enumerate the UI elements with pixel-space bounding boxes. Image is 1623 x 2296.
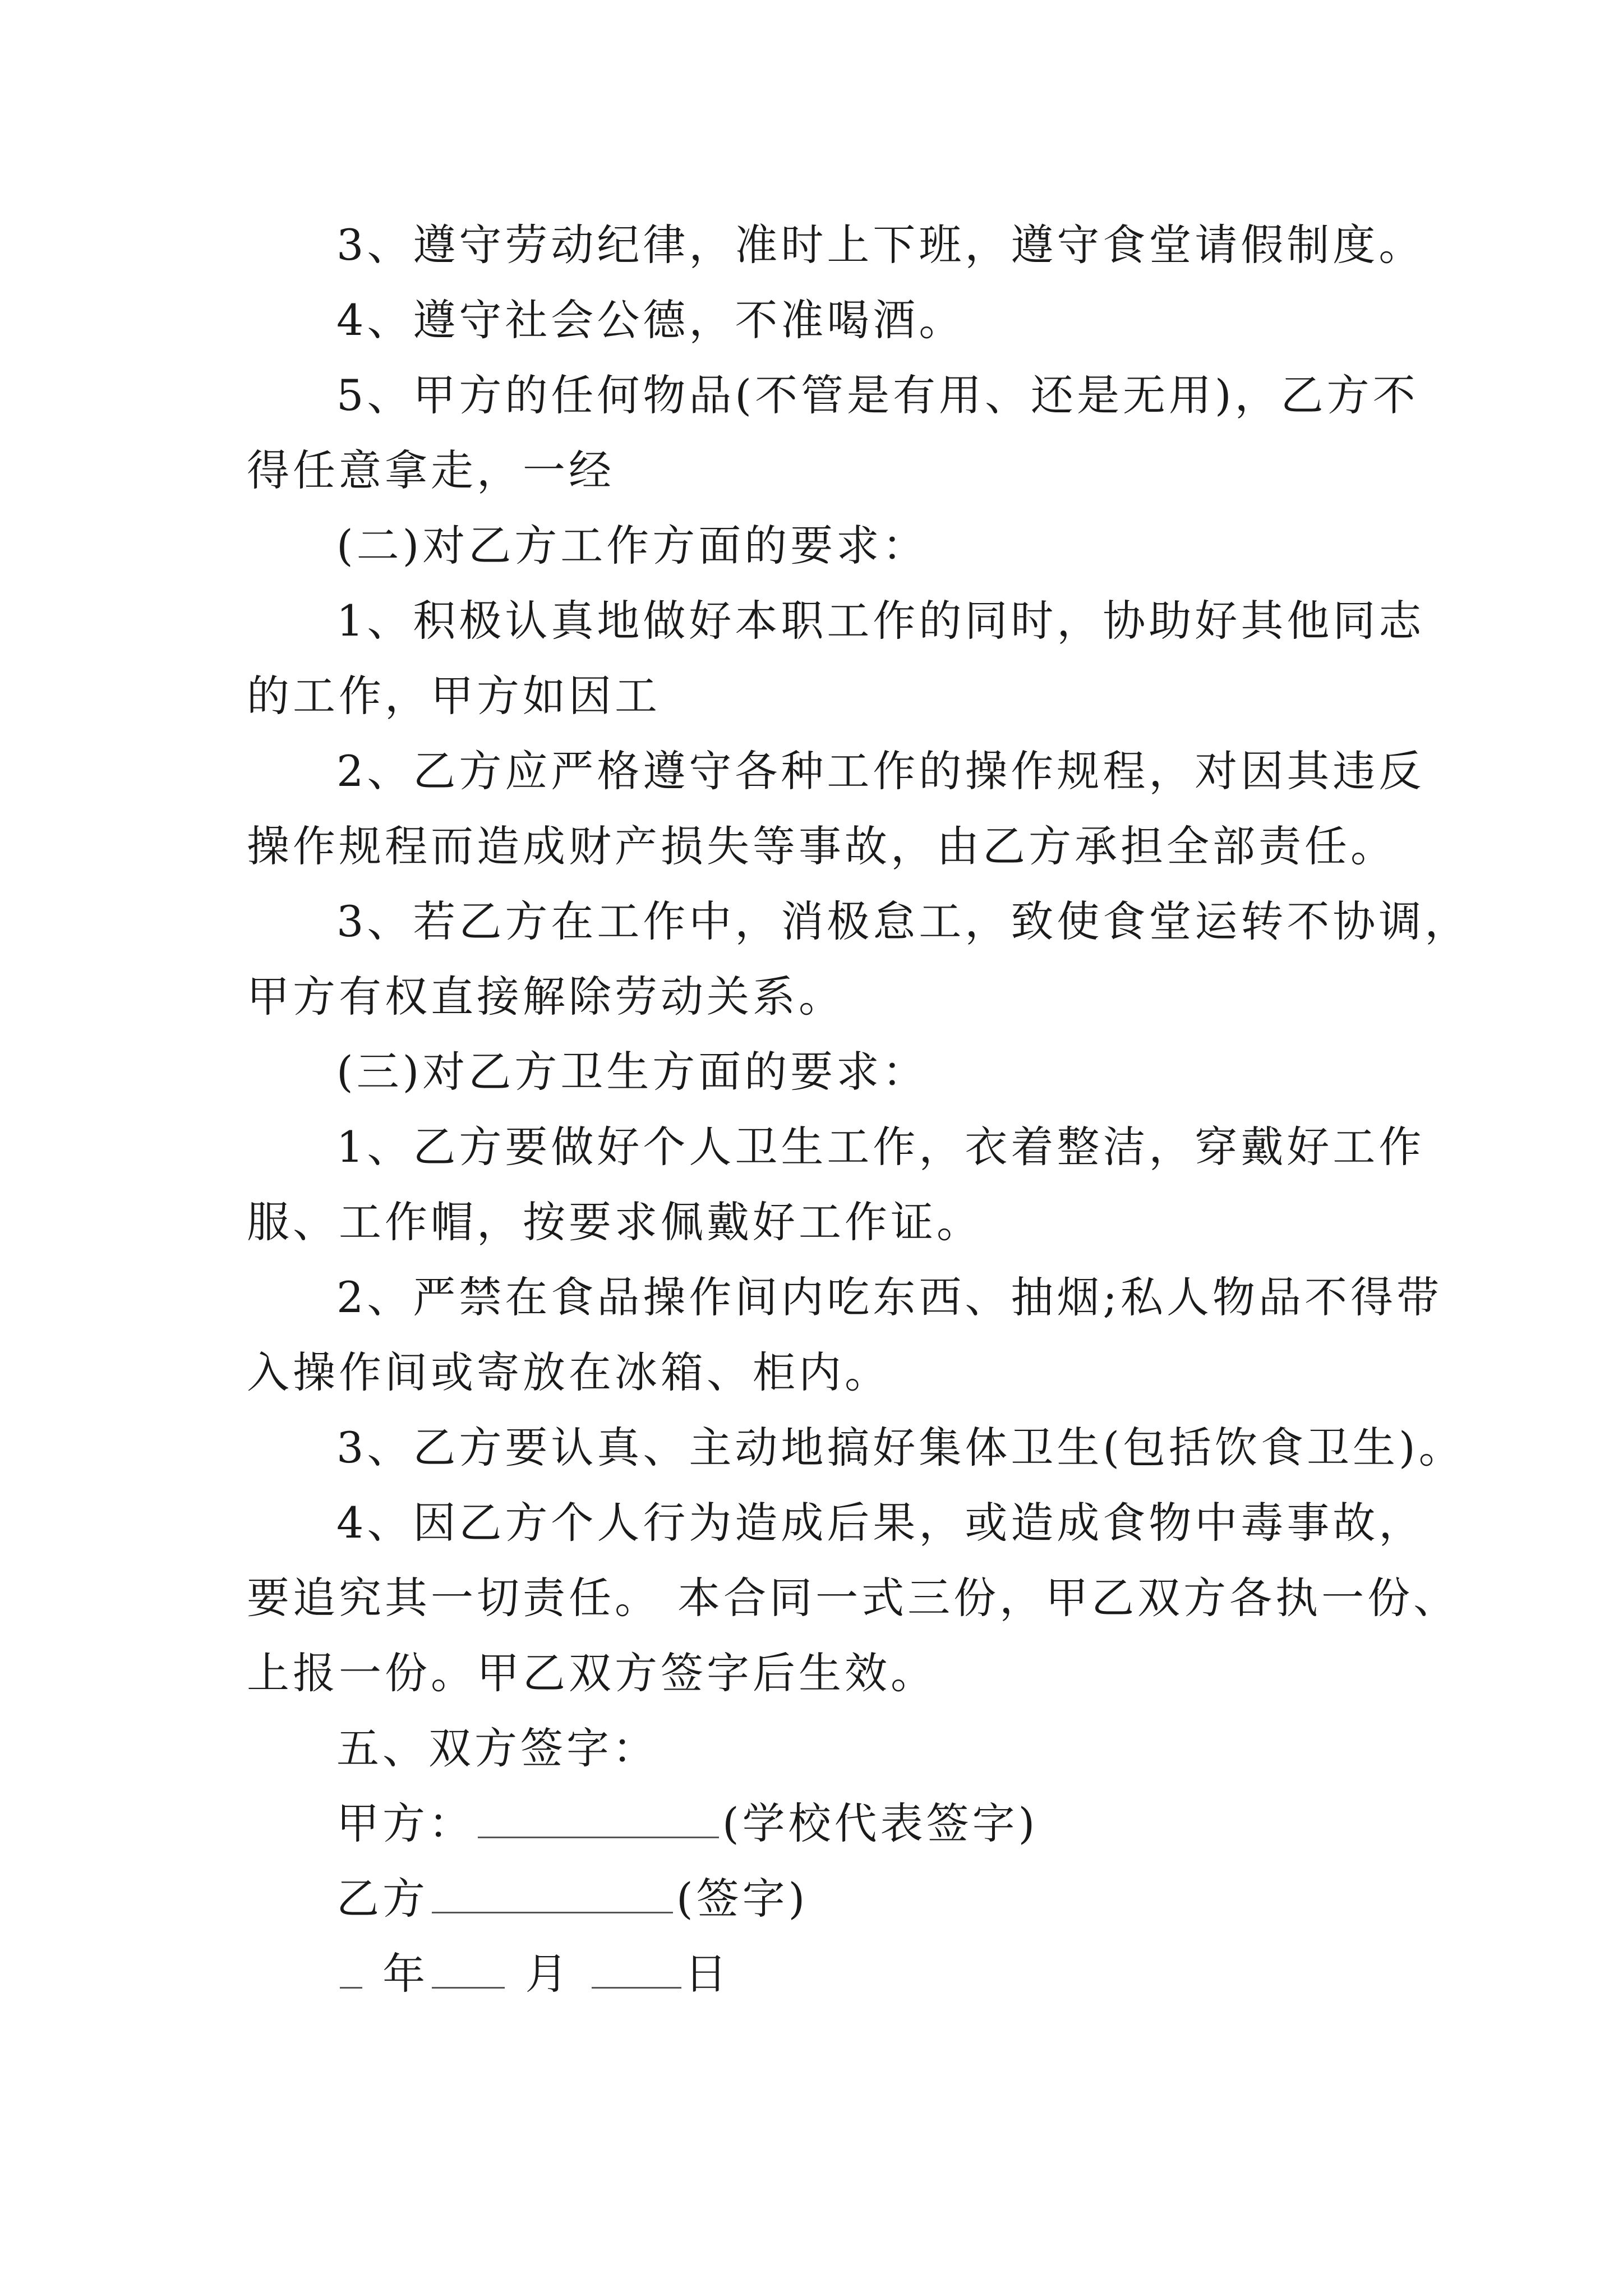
clause-4-public-morals: 4、遵守社会公德，不准喝酒。: [336, 295, 965, 345]
clause-5-property-line-1: 5、甲方的任何物品(不管是有用、还是无用)，乙方不: [336, 370, 1419, 420]
party-b-note: (签字): [676, 1874, 809, 1924]
hygiene-clause-2-line-1: 2、严禁在食品操作间内吃东西、抽烟;私人物品不得带: [336, 1272, 1442, 1322]
party-b-label: 乙方: [336, 1874, 428, 1924]
party-a-label: 甲方：: [336, 1798, 474, 1848]
hygiene-clause-2-line-2: 入操作间或寄放在冰箱、柜内。: [247, 1347, 891, 1397]
month-blank[interactable]: [432, 1948, 505, 1989]
hygiene-clause-3: 3、乙方要认真、主动地搞好集体卫生(包括饮食卫生)。: [336, 1423, 1465, 1473]
year-blank[interactable]: [340, 1948, 362, 1989]
work-clause-1-line-1: 1、积极认真地做好本职工作的同时，协助好其他同志: [336, 596, 1425, 646]
document-body: [247, 208, 1471, 2012]
clause-3-discipline: 3、遵守劳动纪律，准时上下班，遵守食堂请假制度。: [336, 220, 1425, 270]
hygiene-clause-4-line-3: 上报一份。甲乙双方签字后生效。: [247, 1648, 937, 1698]
clause-5-property-line-2: 得任意拿走，一经: [247, 445, 615, 495]
work-clause-3-line-1: 3、若乙方在工作中，消极怠工，致使食堂运转不协调，: [336, 896, 1471, 946]
date-line: [247, 1936, 1402, 2012]
work-clause-2-line-1: 2、乙方应严格遵守各种工作的操作规程，对因其违反: [336, 746, 1425, 796]
work-clause-1-line-2: 的工作，甲方如因工: [247, 671, 661, 721]
party-a-note: (学校代表签字): [722, 1798, 1039, 1848]
work-clause-3-line-2: 甲方有权直接解除劳动关系。: [247, 972, 845, 1022]
day-blank[interactable]: [592, 1948, 681, 1989]
section-2-heading: (二)对乙方工作方面的要求：: [336, 521, 929, 570]
party-a-signature-line: [247, 1786, 1402, 1861]
month-label: 月: [525, 1949, 571, 1999]
work-clause-2-line-2: 操作规程而造成财产损失等事故，由乙方承担全部责任。: [247, 821, 1396, 871]
hygiene-clause-1-line-1: 1、乙方要做好个人卫生工作，衣着整洁，穿戴好工作: [336, 1122, 1425, 1172]
hygiene-clause-4-line-1: 4、因乙方个人行为造成后果，或造成食物中毒事故，: [336, 1498, 1425, 1548]
hygiene-clause-4-line-2: 要追究其一切责任。 本合同一式三份，甲乙双方各执一份、: [247, 1573, 1460, 1623]
section-3-heading: (三)对乙方卫生方面的要求：: [336, 1047, 929, 1097]
party-a-signature-blank[interactable]: [478, 1797, 719, 1838]
day-label: 日: [684, 1949, 731, 1999]
year-label: 年: [382, 1949, 429, 1999]
party-b-signature-line: [247, 1861, 1402, 1936]
hygiene-clause-1-line-2: 服、工作帽，按要求佩戴好工作证。: [247, 1197, 983, 1247]
section-5-signature-heading: 五、双方签字：: [336, 1723, 658, 1773]
party-b-signature-blank[interactable]: [432, 1872, 673, 1913]
